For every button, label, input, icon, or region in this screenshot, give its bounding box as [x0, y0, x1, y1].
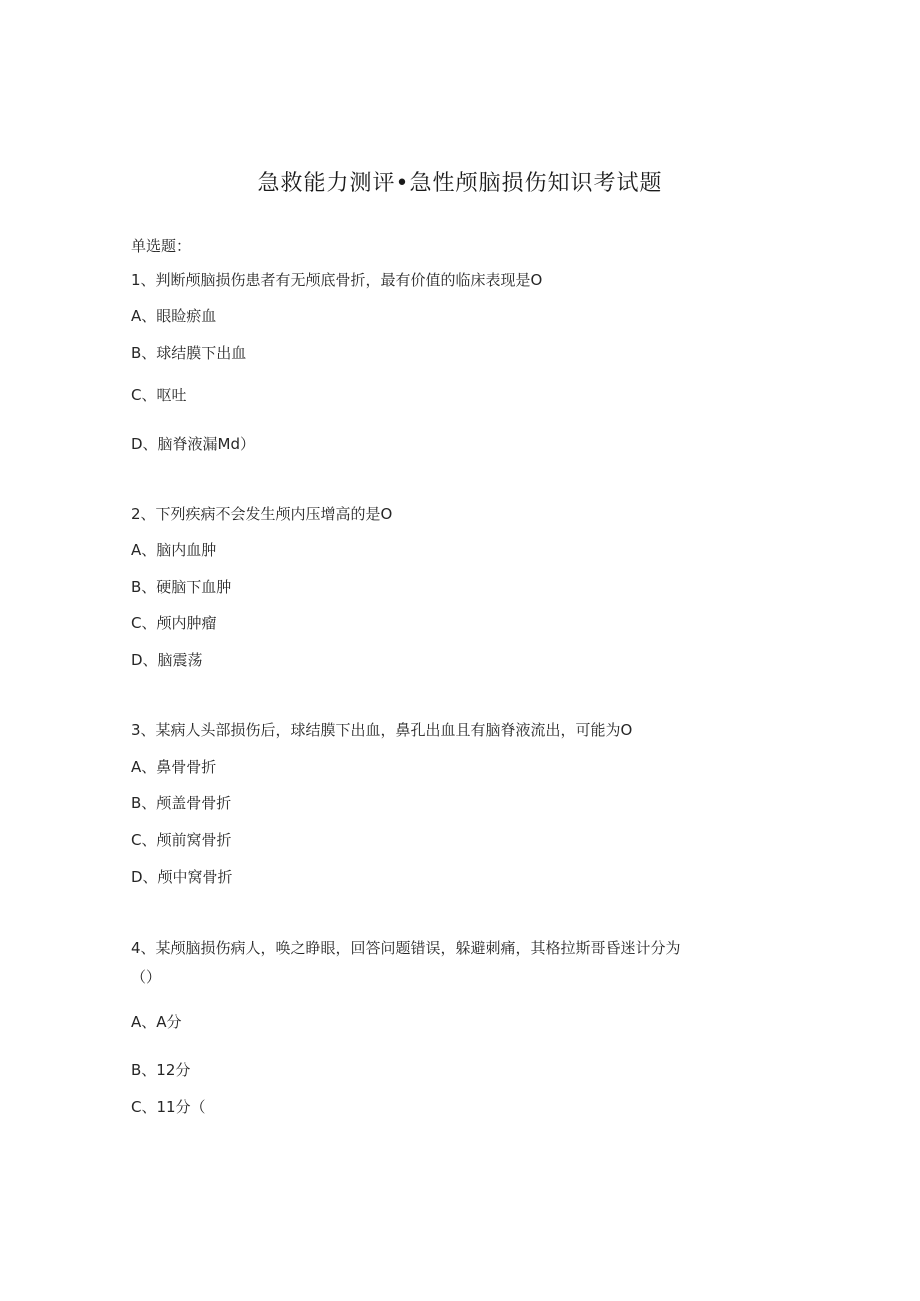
question-1-option-b: B、球结膜下出血 — [131, 344, 247, 362]
question-4-text-continuation: （） — [131, 968, 162, 986]
question-4-text: 4、某颅脑损伤病人，唤之睁眼，回答问题错误，躲避刺痛，其格拉斯哥昏迷计分为 — [131, 939, 681, 957]
question-1-option-a: A、眼睑瘀血 — [131, 307, 217, 325]
question-2-option-b: B、硬脑下血肿 — [131, 578, 232, 596]
question-2-option-a: A、脑内血肿 — [131, 541, 217, 559]
question-1-option-c: C、呕吐 — [131, 386, 187, 404]
question-3-option-a: A、鼻骨骨折 — [131, 758, 217, 776]
question-3-option-d: D、颅中窝骨折 — [131, 868, 233, 886]
question-1-option-d: D、脑脊液漏Md） — [131, 435, 256, 453]
question-4-option-c: C、11分（ — [131, 1098, 206, 1116]
question-4-option-b: B、12分 — [131, 1061, 191, 1079]
question-2-option-d: D、脑震荡 — [131, 651, 203, 669]
question-4-option-a: A、A分 — [131, 1013, 182, 1031]
question-2-option-c: C、颅内肿瘤 — [131, 614, 217, 632]
question-1-text: 1、判断颅脑损伤患者有无颅底骨折，最有价值的临床表现是O — [131, 271, 543, 289]
question-3-option-b: B、颅盖骨骨折 — [131, 794, 232, 812]
question-2-text: 2、下列疾病不会发生颅内压增高的是O — [131, 505, 393, 523]
section-label: 单选题： — [131, 237, 192, 255]
document-title: 急救能力测评•急性颅脑损伤知识考试题 — [257, 171, 663, 196]
question-3-option-c: C、颅前窝骨折 — [131, 831, 232, 849]
question-3-text: 3、某病人头部损伤后，球结膜下出血，鼻孔出血且有脑脊液流出，可能为O — [131, 721, 633, 739]
